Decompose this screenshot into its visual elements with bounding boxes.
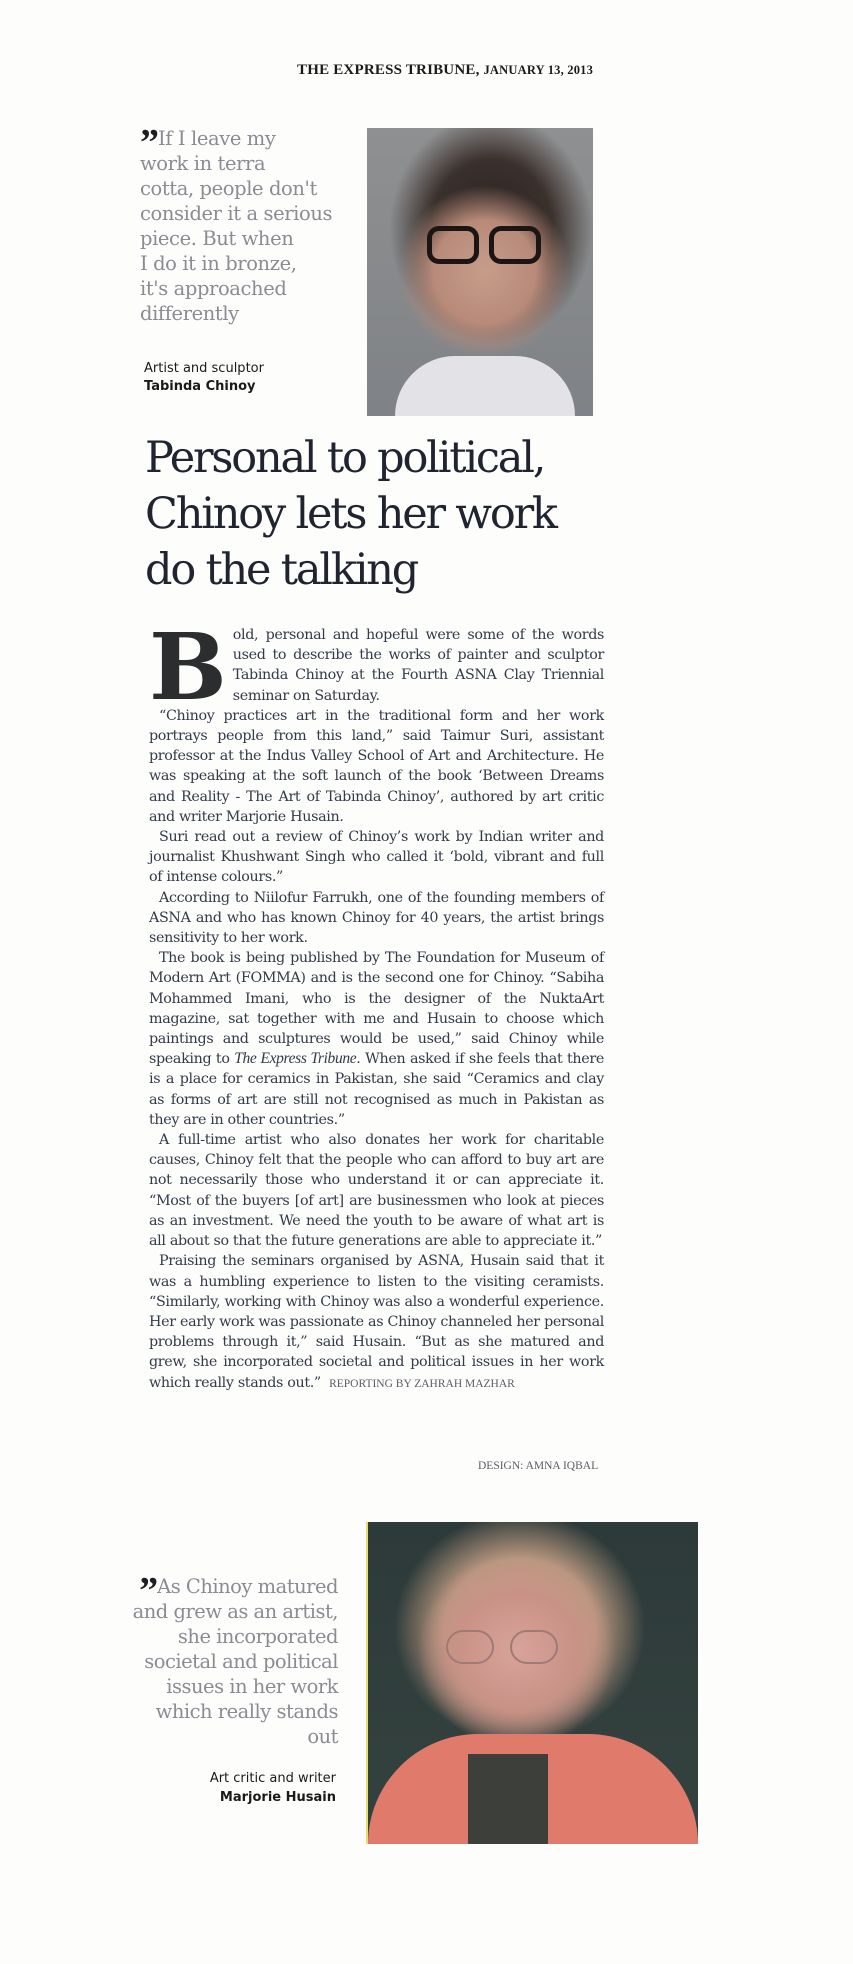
article-paragraph xyxy=(149,948,604,1130)
attribution-role: Art critic and writer xyxy=(209,1771,336,1786)
photo-glasses xyxy=(427,226,549,268)
paragraph-text: The book is being published by The Foundation for Museum of Modern Art (FOMMA) and is the second one for Chinoy. “Sabiha Mohammed Imani, who is the designer of the NuktaArt magazine, sat together with me and Husain to choose which paintings and sculptures would be used,” said Chinoy while speaking to xyxy=(149,950,604,1068)
pull-quote-line: societal and political xyxy=(144,1650,338,1673)
photo-collar xyxy=(395,356,575,416)
reporting-credit: REPORTING BY ZAHRAH MAZHAR xyxy=(329,1377,515,1390)
photo-shirt xyxy=(468,1754,548,1844)
publication-date: JANUARY 13, 2013 xyxy=(483,63,594,77)
portrait-photo-marjorie-husain xyxy=(366,1522,698,1844)
pull-quote-line: piece. But when xyxy=(140,227,294,250)
paragraph-text: Praising the seminars organised by ASNA, Husain said that it was a humbling experience to listen to the visiting ceramists. “Similarly, working with Chinoy was also a wonderful experience. Her early work was passionate as Chinoy channeled her personal problems through it,” said Husain. “But as she matured and grew, she incorporated societal and political issues in her work which really stands out.” xyxy=(149,1253,604,1391)
photo-glasses xyxy=(446,1630,566,1670)
pull-quote-line: cotta, people don't xyxy=(140,177,317,200)
pull-quote-line: it's approached xyxy=(140,277,287,300)
publication-name: THE EXPRESS TRIBUNE, xyxy=(297,62,480,78)
article-paragraph: According to Niilofur Farrukh, one of the founding members of ASNA and who has known Chinoy for 40 years, the artist brings sensitivity to her work. xyxy=(149,889,604,947)
pull-quote-line: As Chinoy matured xyxy=(157,1575,338,1598)
paragraph-text: old, personal and hopeful were some of the words used to describe the works of painter and sculptor Tabinda Chinoy at the Fourth ASNA Clay Triennial seminar on Saturday. xyxy=(232,627,604,704)
article-paragraph xyxy=(149,1251,604,1393)
pull-quote-line: she incorporated xyxy=(177,1625,338,1648)
masthead xyxy=(297,62,593,79)
article-paragraph: A full-time artist who also donates her work for charitable causes, Chinoy felt that the people who can afford to buy art are not necessarily those who understand it or can appreciate it. “Most of the buyers [of art] are businessmen who look at pieces as an investment. We need the youth to be aware of what art is all about so that the future generations are able to appreciate it.” xyxy=(149,1132,604,1250)
article-headline xyxy=(145,430,615,598)
pull-quote-attribution xyxy=(150,1769,336,1807)
pull-quote-line: and grew as an artist, xyxy=(132,1600,338,1623)
pull-quote-chinoy xyxy=(140,122,370,326)
pull-quote-line: which really stands xyxy=(155,1700,338,1723)
pull-quote-husain xyxy=(92,1570,338,1749)
headline-line: Chinoy lets her work xyxy=(145,489,556,539)
pull-quote-line: differently xyxy=(140,302,239,325)
attribution-role: Artist and sculptor xyxy=(144,361,264,376)
attribution-name: Tabinda Chinoy xyxy=(144,379,256,394)
design-credit: DESIGN: AMNA IQBAL xyxy=(478,1460,599,1472)
quote-mark-icon: ” xyxy=(140,122,156,164)
publication-reference: The Express Tribune xyxy=(234,1050,357,1068)
pull-quote-attribution xyxy=(144,360,264,396)
drop-cap: B xyxy=(149,613,223,721)
headline-line: Personal to political, xyxy=(145,433,545,483)
article-paragraph: “Chinoy practices art in the traditional form and her work portrays people from this land,” said Taimur Suri, assistant professor at the Indus Valley School of Art and Architecture. He was speaking at the soft launch of the book ‘Between Dreams and Reality - The Art of Tabinda Chinoy’, authored by art critic and writer Marjorie Husain. xyxy=(149,707,604,825)
paragraph-text: . When asked if she feels that there is a place for ceramics in Pakistan, she said “Ceramics and clay as forms of art are still not recognised as much in Pakistan as they are in other countries.” xyxy=(149,1051,604,1128)
headline-line: do the talking xyxy=(145,545,418,595)
quote-mark-icon: ” xyxy=(139,1570,156,1612)
article-body xyxy=(149,613,604,1394)
portrait-photo-tabinda-chinoy xyxy=(367,128,593,416)
attribution-name: Marjorie Husain xyxy=(219,1790,336,1805)
pull-quote-line: issues in her work xyxy=(166,1675,338,1698)
pull-quote-line: I do it in bronze, xyxy=(140,252,297,275)
pull-quote-line: out xyxy=(307,1725,338,1748)
article-paragraph xyxy=(149,613,604,721)
pull-quote-line: If I leave my xyxy=(158,127,276,150)
pull-quote-line: consider it a serious xyxy=(140,202,333,225)
pull-quote-line: work in terra xyxy=(140,152,266,175)
article-paragraph: Suri read out a review of Chinoy’s work by Indian writer and journalist Khushwant Singh who called it ‘bold, vibrant and full of intense colours.” xyxy=(149,829,604,886)
